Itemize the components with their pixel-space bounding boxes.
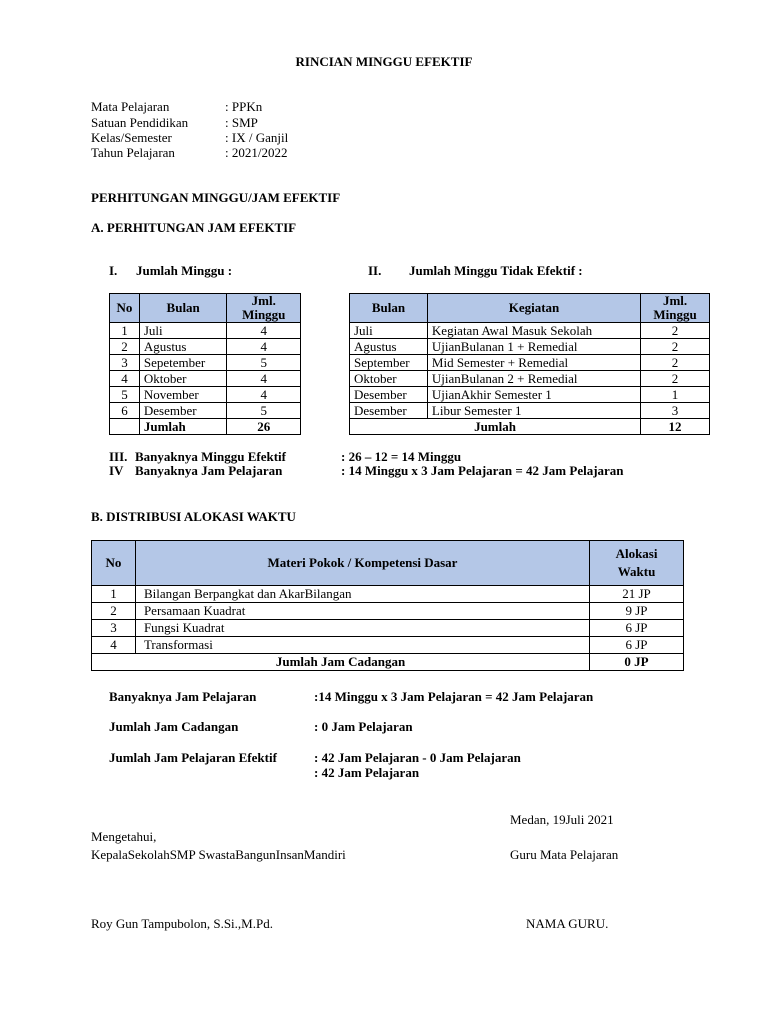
table-row <box>110 371 301 387</box>
table-row <box>110 355 301 371</box>
identity-value: : SMP <box>225 115 258 130</box>
cell-jml: 2 <box>641 323 710 339</box>
time-allocation-table <box>91 540 684 671</box>
cell-jml: 5 <box>227 355 301 371</box>
identity-value: : IX / Ganjil <box>225 130 289 145</box>
col-header-materi: Materi Pokok / Kompetensi Dasar <box>135 541 589 586</box>
cell-alokasi: 6 JP <box>590 620 684 637</box>
cell-kegiatan: UjianBulanan 1 + Remedial <box>427 339 640 355</box>
cell-kegiatan: Kegiatan Awal Masuk Sekolah <box>427 323 640 339</box>
total-value: 26 <box>227 419 301 435</box>
subheading-2-text: Jumlah Minggu Tidak Efektif : <box>409 263 583 278</box>
table-row <box>92 586 684 603</box>
identity-label: Tahun Pelajaran <box>91 145 175 160</box>
cell-bulan: Desember <box>350 387 428 403</box>
cell-materi: Transformasi <box>135 637 589 654</box>
summary-num: III. <box>109 449 128 464</box>
identity-label: Satuan Pendidikan <box>91 115 189 130</box>
kepala-name: Roy Gun Tampubolon, S.Si.,M.Pd. <box>91 916 273 931</box>
cell-materi: Fungsi Kuadrat <box>135 620 589 637</box>
cell-jml: 2 <box>641 355 710 371</box>
summary-value: : 26 – 12 = 14 Minggu <box>341 449 462 464</box>
cell-bulan: Agustus <box>139 339 227 355</box>
kepala-title: KepalaSekolahSMP SwastaBangunInsanMandiri <box>91 847 346 862</box>
non-effective-weeks-table <box>349 293 710 435</box>
efektif-label: Jumlah Jam Pelajaran Efektif <box>109 750 277 765</box>
efektif-value-2: : 42 Jam Pelajaran <box>314 765 420 780</box>
total-label: Jumlah <box>139 419 227 435</box>
cell-no: 1 <box>110 323 140 339</box>
table-row <box>92 603 684 620</box>
total-value: 0 JP <box>590 654 684 671</box>
cell-empty <box>110 419 140 435</box>
section-b-heading: B. DISTRIBUSI ALOKASI WAKTU <box>91 509 296 524</box>
place-date: Medan, 19Juli 2021 <box>510 812 614 827</box>
col-header-jml: Jml. Minggu <box>641 294 710 323</box>
cell-no: 3 <box>92 620 136 637</box>
summary-num: IV <box>109 463 124 478</box>
weeks-table <box>109 293 301 435</box>
cell-no: 2 <box>92 603 136 620</box>
cell-no: 1 <box>92 586 136 603</box>
cell-jml: 4 <box>227 323 301 339</box>
col-header-jml: Jml. Minggu <box>227 294 301 323</box>
identity-label: Mata Pelajaran <box>91 99 170 114</box>
cell-kegiatan: Mid Semester + Remedial <box>427 355 640 371</box>
cell-bulan: September <box>350 355 428 371</box>
cell-bulan: Juli <box>350 323 428 339</box>
table-row <box>350 355 710 371</box>
identity-value: : 2021/2022 <box>225 145 288 160</box>
cadangan-label: Jumlah Jam Cadangan <box>109 719 239 734</box>
cell-jml: 2 <box>641 339 710 355</box>
table-row <box>92 620 684 637</box>
cell-no: 2 <box>110 339 140 355</box>
identity-value: : PPKn <box>225 99 263 114</box>
cell-bulan: Oktober <box>350 371 428 387</box>
col-header-bulan: Bulan <box>350 294 428 323</box>
cell-bulan: Agustus <box>350 339 428 355</box>
table-row <box>350 403 710 419</box>
guru-title: Guru Mata Pelajaran <box>510 847 619 862</box>
cell-bulan: Desember <box>350 403 428 419</box>
efektif-value-1: : 42 Jam Pelajaran - 0 Jam Pelajaran <box>314 750 521 765</box>
total-label: Jumlah Jam Cadangan <box>92 654 590 671</box>
cell-bulan: Sepetember <box>139 355 227 371</box>
cell-materi: Bilangan Berpangkat dan AkarBilangan <box>135 586 589 603</box>
table-total-row <box>110 419 301 435</box>
cell-jml: 4 <box>227 387 301 403</box>
cell-bulan: Juli <box>139 323 227 339</box>
cell-no: 4 <box>110 371 140 387</box>
total-value: 12 <box>641 419 710 435</box>
cell-alokasi: 6 JP <box>590 637 684 654</box>
cell-kegiatan: Libur Semester 1 <box>427 403 640 419</box>
summary-value: : 14 Minggu x 3 Jam Pelajaran = 42 Jam Pelajaran <box>341 463 624 478</box>
cell-jml: 3 <box>641 403 710 419</box>
subheading-1-num: I. <box>109 263 118 278</box>
table-row <box>110 339 301 355</box>
cell-alokasi: 9 JP <box>590 603 684 620</box>
summary-label: Banyaknya Minggu Efektif <box>135 449 286 464</box>
section-a-heading: A. PERHITUNGAN JAM EFEKTIF <box>91 220 297 235</box>
col-header-no: No <box>110 294 140 323</box>
table-row <box>350 371 710 387</box>
col-header-alokasi: Alokasi Waktu <box>590 541 684 586</box>
table-total-row <box>350 419 710 435</box>
cell-no: 5 <box>110 387 140 403</box>
heading-perhitungan: PERHITUNGAN MINGGU/JAM EFEKTIF <box>91 190 341 205</box>
cell-kegiatan: UjianBulanan 2 + Remedial <box>427 371 640 387</box>
cell-bulan: November <box>139 387 227 403</box>
table-total-row <box>92 654 684 671</box>
summary-label: Banyaknya Jam Pelajaran <box>135 463 283 478</box>
cell-jml: 2 <box>641 371 710 387</box>
cadangan-value: : 0 Jam Pelajaran <box>314 719 413 734</box>
cell-jml: 5 <box>227 403 301 419</box>
table-row <box>110 403 301 419</box>
document-title: RINCIAN MINGGU EFEKTIF <box>295 54 473 69</box>
guru-name: NAMA GURU. <box>526 916 609 931</box>
total-label: Jumlah <box>350 419 641 435</box>
cell-no: 3 <box>110 355 140 371</box>
cell-jml: 4 <box>227 339 301 355</box>
cell-kegiatan: UjianAkhir Semester 1 <box>427 387 640 403</box>
cell-bulan: Oktober <box>139 371 227 387</box>
col-header-bulan: Bulan <box>139 294 227 323</box>
total-jam-value: :14 Minggu x 3 Jam Pelajaran = 42 Jam Pelajaran <box>314 689 594 704</box>
subheading-1-text: Jumlah Minggu : <box>136 263 233 278</box>
cell-jml: 4 <box>227 371 301 387</box>
table-row <box>350 387 710 403</box>
table-row <box>350 339 710 355</box>
cell-no: 6 <box>110 403 140 419</box>
col-header-no: No <box>92 541 136 586</box>
cell-bulan: Desember <box>139 403 227 419</box>
col-header-kegiatan: Kegiatan <box>427 294 640 323</box>
table-row <box>110 323 301 339</box>
identity-label: Kelas/Semester <box>91 130 172 145</box>
cell-materi: Persamaan Kuadrat <box>135 603 589 620</box>
cell-alokasi: 21 JP <box>590 586 684 603</box>
table-row <box>92 637 684 654</box>
table-row <box>350 323 710 339</box>
table-row <box>110 387 301 403</box>
subheading-2-num: II. <box>368 263 382 278</box>
total-jam-label: Banyaknya Jam Pelajaran <box>109 689 257 704</box>
cell-no: 4 <box>92 637 136 654</box>
cell-jml: 1 <box>641 387 710 403</box>
mengetahui-text: Mengetahui, <box>91 829 157 844</box>
